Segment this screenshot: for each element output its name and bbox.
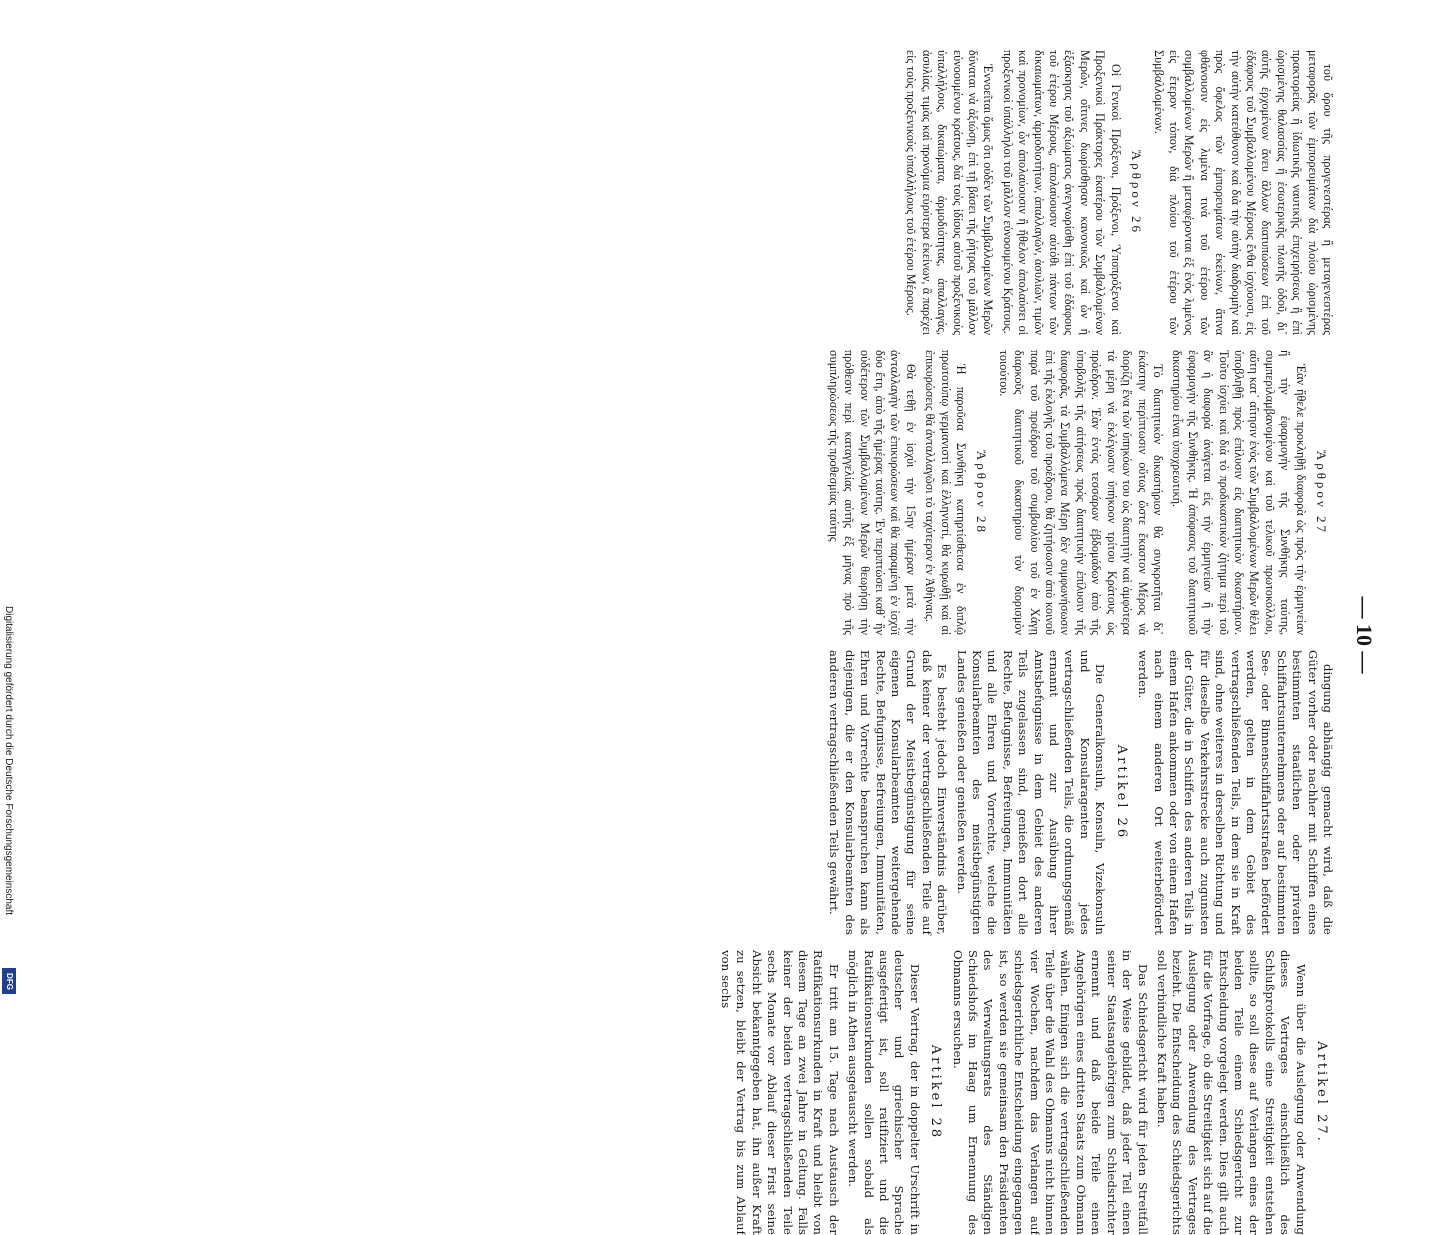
- dfg-logo-icon: [2, 968, 16, 994]
- page-number: — 10 —: [1352, 596, 1377, 674]
- greek-column-2: [821, 350, 1335, 635]
- greek-article-heading: Ἄρθρον 26: [1129, 149, 1145, 236]
- greek-paragraph: Οἱ Γενικοὶ Πρόξενοι, Πρόξενοι, Ὑποπρόξενοι καὶ Προξενικοὶ Πράκτορες ἑκατέρου τῶν Συμβαλλομένων Μερῶν, οἵτινες διωρίσθησαν κανονικῶς καὶ ὧν ἡ ἐξάσκησις τοῦ ἀξιώματος ἀνεγνωρίσθη ἐπὶ τοῦ ἐδάφους τοῦ ἑτέρου Μέρους, ἀπολαύουσιν αὐτόθι πάντων τῶν δικαιωμάτων, ἁρμοδιοτήτων, ἀπαλλαγῶν, ἀσυλιῶν, τιμῶν καὶ προνομίων, ὧν ἀπολαύουσιν ἢ ἤθελον ἀπολαύσει οἱ προξενικοὶ ὑπάλληλοι τοῦ μᾶλλον εὐνοουμένου Κράτους.: [1000, 50, 1123, 335]
- german-article-heading: Artikel 26: [1113, 744, 1129, 841]
- greek-paragraph: Τὸ διαιτητικὸν δικαστήριον θὰ συγκροτῆται δι᾽ ἑκάστην περίπτωσιν οὕτως ὥστε ἕκαστον Μέρος νὰ διορίζῃ ἕνα τῶν ὑπηκόων του ὡς διαιτητὴν καὶ ἀμφότερα τὰ μέρη νὰ ἐκλέγωσιν ὑπήκοον τρίτου Κράτους ὡς πρόεδρον. Ἐὰν ἐντὸς τεσσάρων ἑβδομάδων ἀπὸ τῆς ὑποβολῆς τῆς αἰτήσεως πρὸς διαιτητικὴν ἐπίλυσιν τῆς διαφορᾶς, τὰ Συμβαλλόμενα Μέρη δὲν συμφωνήσωσιν ἐπὶ τῆς ἐκλογῆς τοῦ προέδρου, θὰ ζητήσωσιν ἀπὸ κοινοῦ παρὰ τοῦ προέδρου τοῦ συμβουλίου τοῦ ἐν Χάγῃ διαρκοῦς διαιτητικοῦ δικαστηρίου τὸν διορισμὸν τοιούτου.: [996, 350, 1165, 635]
- german-paragraph: Wenn über die Auslegung oder Anwendung dieses Vertrages einschließlich des Schlußprotokolls eine Streitigkeit entstehen sollte, so soll diese auf Verlangen eines der beiden Teile einem Schiedsgericht zur Entscheidung vorgelegt werden. Dies gilt auch für die Vorfrage, ob die Streitigkeit sich auf die Auslegung oder Anwendung des Vertrages bezieht. Die Entscheidung des Schiedsgerichts soll verbindliche Kraft haben.: [1154, 950, 1308, 1235]
- greek-article-heading: Ἄρθρον 28: [974, 449, 990, 536]
- german-paragraph: dingung abhängig gemacht wird, daß die Güter vorher oder nachher mit Schiffen eines bestimmten staatlichen oder privaten Schiffahrtsunternehmens oder auf bestimmten See- oder Binnenschiffahrtsstraßen befördert werden, gelten in dem Gebiet des vertragschließenden Teils, in dem sie in Kraft sind, ohne weiteres in derselben Richtung und für dieselbe Verkehrsstrecke auch zugunsten der Güter, die in Schiffen des anderen Teils in einem Hafen ankommen oder von einem Hafen nach einem anderen Ort weiterbefördert werden.: [1136, 650, 1335, 935]
- greek-paragraph: Θὰ τεθῇ ἐν ἰσχύι τὴν 15ην ἡμέραν μετὰ τὴν ἀνταλλαγὴν τῶν ἐπικυρώσεων καὶ θὰ παραμένῃ ἐν ἰσχύϊ δύο ἔτη, ἀπὸ τῆς ἡμέρας ταύτης. Ἐν περιπτώσει καθ᾽ ἣν οὐδέτερον τῶν Συμβαλλομένων Μερῶν θεωρήσῃ τὴν πρόθεσιν περὶ καταγγελίας αὐτῆς ἐξ μῆνας πρὸ τῆς συμπληρώσεως τῆς προθεσμίας ταύτης: [826, 350, 918, 635]
- greek-text-half: [165, 50, 1335, 635]
- greek-article-heading: Ἄρθρον 27: [1314, 449, 1329, 536]
- german-paragraph: Die Generalkonsuln, Konsuln, Vizekonsuln und Konsularagenten jedes vertragschließenden Teils, die ordnungsgemäß ernannt und zur Ausübung ihrer Amtsbefugnisse in dem Gebiet des anderen Teils zugelassen sind, genießen dort alle Rechte, Befugnisse, Befreiungen, Immunitäten und alle Ehren und Vorrechte, welche die Konsularbeamten des meistbegünstigten Landes genießen oder genießen werden.: [954, 650, 1108, 935]
- german-paragraph: Dieser Vertrag, der in doppelter Urschrift in deutscher und griechischer Sprache ausgefertigt ist, soll ratifiziert und die Ratifikationsurkunden sollen sobald als möglich in Athen ausgetauscht werden.: [846, 950, 922, 1235]
- german-article-heading: Artikel 28: [928, 1044, 944, 1141]
- german-text-half: [165, 650, 1335, 1235]
- greek-column-1: [899, 50, 1335, 335]
- german-column-2: [714, 950, 1335, 1235]
- greek-paragraph: τοῦ ὅρου τῆς προγενεστέρας ἢ μεταγενεστέρας μεταφορᾶς τῶν ἐμπορευμάτων διὰ πλοίου ὡρισμένης πρακτορείας ἢ ἰδιωτικῆς ναυτικῆς ἐπιχειρήσεως ἢ ἐπὶ ὡρισμένης θαλασσίας ἢ ἐσωτερικῆς πλωτῆς ὁδοῦ, δι᾽ αὐτῆς ἐρχομένων ἄνευ ἄλλων διατυπώσεων ἐπὶ τοῦ ἐδάφους τοῦ Συμβαλλομένου Μέρους ἔνθα ἰσχύουσι, εἰς τὴν αὐτὴν κατεύθυνσιν καὶ διὰ τὴν αὐτὴν διαδρομὴν καὶ πρὸς ὄφελος τῶν ἐμπορευμάτων ἐκείνων, ἅτινα φθάνουσιν εἰς λιμένα τινὰ τοῦ ἑτέρου τῶν συμβαλλομένων Μερῶν ἢ μεταφέρονται ἐξ ἑνὸς λιμένος εἰς ἕτερον τόπον, διὰ πλοίου τοῦ ἑτέρου τῶν Συμβαλλομένων.: [1151, 50, 1335, 335]
- german-column-1: [822, 650, 1335, 935]
- german-article-heading: Artikel 27.: [1314, 1041, 1329, 1144]
- greek-paragraph: Ἡ παροῦσα Συνθήκη κατηρτίσθεισα ἐν διπλῷ πρωτοτύπῳ γερμανιστὶ καὶ ἑλληνιστί, θὰ κυρωθῇ καὶ αἱ ἐπικυρώσεις θὰ ἀνταλλαγῶσι τὸ ταχύτερον ἐν Ἀθήναις.: [923, 350, 969, 635]
- greek-paragraph: Ἐννοεῖται ὅμως ὅτι οὐδὲν τῶν Συμβαλλομένων Μερῶν δύναται νὰ ἀξιώσῃ, ἐπὶ τῇ βάσει τῆς ῥήτρας τοῦ μᾶλλον εὐνοουμένου κράτους, διὰ τοὺς ἰδίους αὐτοῦ προξενικοὺς ὑπαλλήλους, δικαιώματα, ἁρμοδιότητας, ἀπαλλαγάς, ἀσυλίας, τιμὰς καὶ προνόμια εὐρύτερα ἐκείνων, ἃ παρέχει εἰς τοὺς προξενικοὺς ὑπαλλήλους τοῦ ἑτέρου Μέρους.: [904, 50, 996, 335]
- german-paragraph: Er tritt am 15. Tage nach Austausch der Ratifikationsurkunden in Kraft und bleibt von diesem Tage an zwei Jahre in Geltung. Falls keiner der beiden vertragschließenden Teile sechs Monate vor Ablauf dieser Frist seine Absicht bekanntgegeben hat, ihn außer Kraft zu setzen, bleibt der Vertrag bis zum Ablauf von sechs: [718, 950, 841, 1235]
- digitization-credit: [0, 606, 18, 996]
- german-paragraph: Das Schiedsgericht wird für jeden Streitfall in der Weise gebildet, daß jeder Teil einen seiner Staatsangehörigen zum Schiedsrichter ernennt und daß beide Teile einen Angehörigen eines dritten Staats zum Obmann wählen. Einigen sich die vertragschließenden Teile über die Wahl des Obmanns nicht binnen vier Wochen, nachdem das Verlangen auf schiedsgerichtliche Entscheidung eingegangen ist, so werden sie gemeinsam den Präsidenten des Verwaltungsrats des Ständigen Schiedshofs im Haag um Ernennung des Obmanns ersuchen.: [950, 950, 1150, 1235]
- rotated-page-content: [165, 50, 1377, 1235]
- german-paragraph: Es besteht jedoch Einverständnis darüber, daß keiner der vertragschließenden Teile auf Grund der Meistbegünstigung für seine eigenen Konsularbeamten weitergehende Rechte, Befugnisse, Befreiungen, Immunitäten, Ehren und Vorrechte beanspruchen kann als diejenigen, die er den Konsularbeamten des anderen vertragschließenden Teils gewährt.: [827, 650, 950, 935]
- logo-text: DFG: [4, 972, 14, 990]
- credit-text: Digitalisierung gefördert durch die Deutsche Forschungsgemeinschaft: [3, 606, 14, 916]
- greek-paragraph: Ἐὰν ἤθελε προκληθῇ διαφορὰ ὡς πρὸς τὴν ἑρμηνείαν ἢ τὴν ἐφαρμογὴν τῆς Συνθήκης ταύτης, συμπεριλαμβανομένου καὶ τοῦ τελικοῦ πρωτοκόλλου, αὕτη κατ᾽ αἴτησιν ἑνὸς τῶν Συμβαλλομένων Μερῶν θέλει ὑποβληθῇ πρὸς ἐπίλυσιν εἰς διαιτητικὸν δικαστήριον. Τοῦτο ἰσχύει καὶ διὰ τὸ προδικαστικὸν ζήτημα περὶ τοῦ ἂν ἡ διαφορὰ ἀνάγεται εἰς τὴν ἑρμηνείαν ἢ τὴν ἐφαρμογὴν τῆς Συνθήκης. Ἡ ἀπόφασις τοῦ διαιτητικοῦ δικαστηρίου εἶναι ὑποχρεωτική.: [1170, 350, 1308, 635]
